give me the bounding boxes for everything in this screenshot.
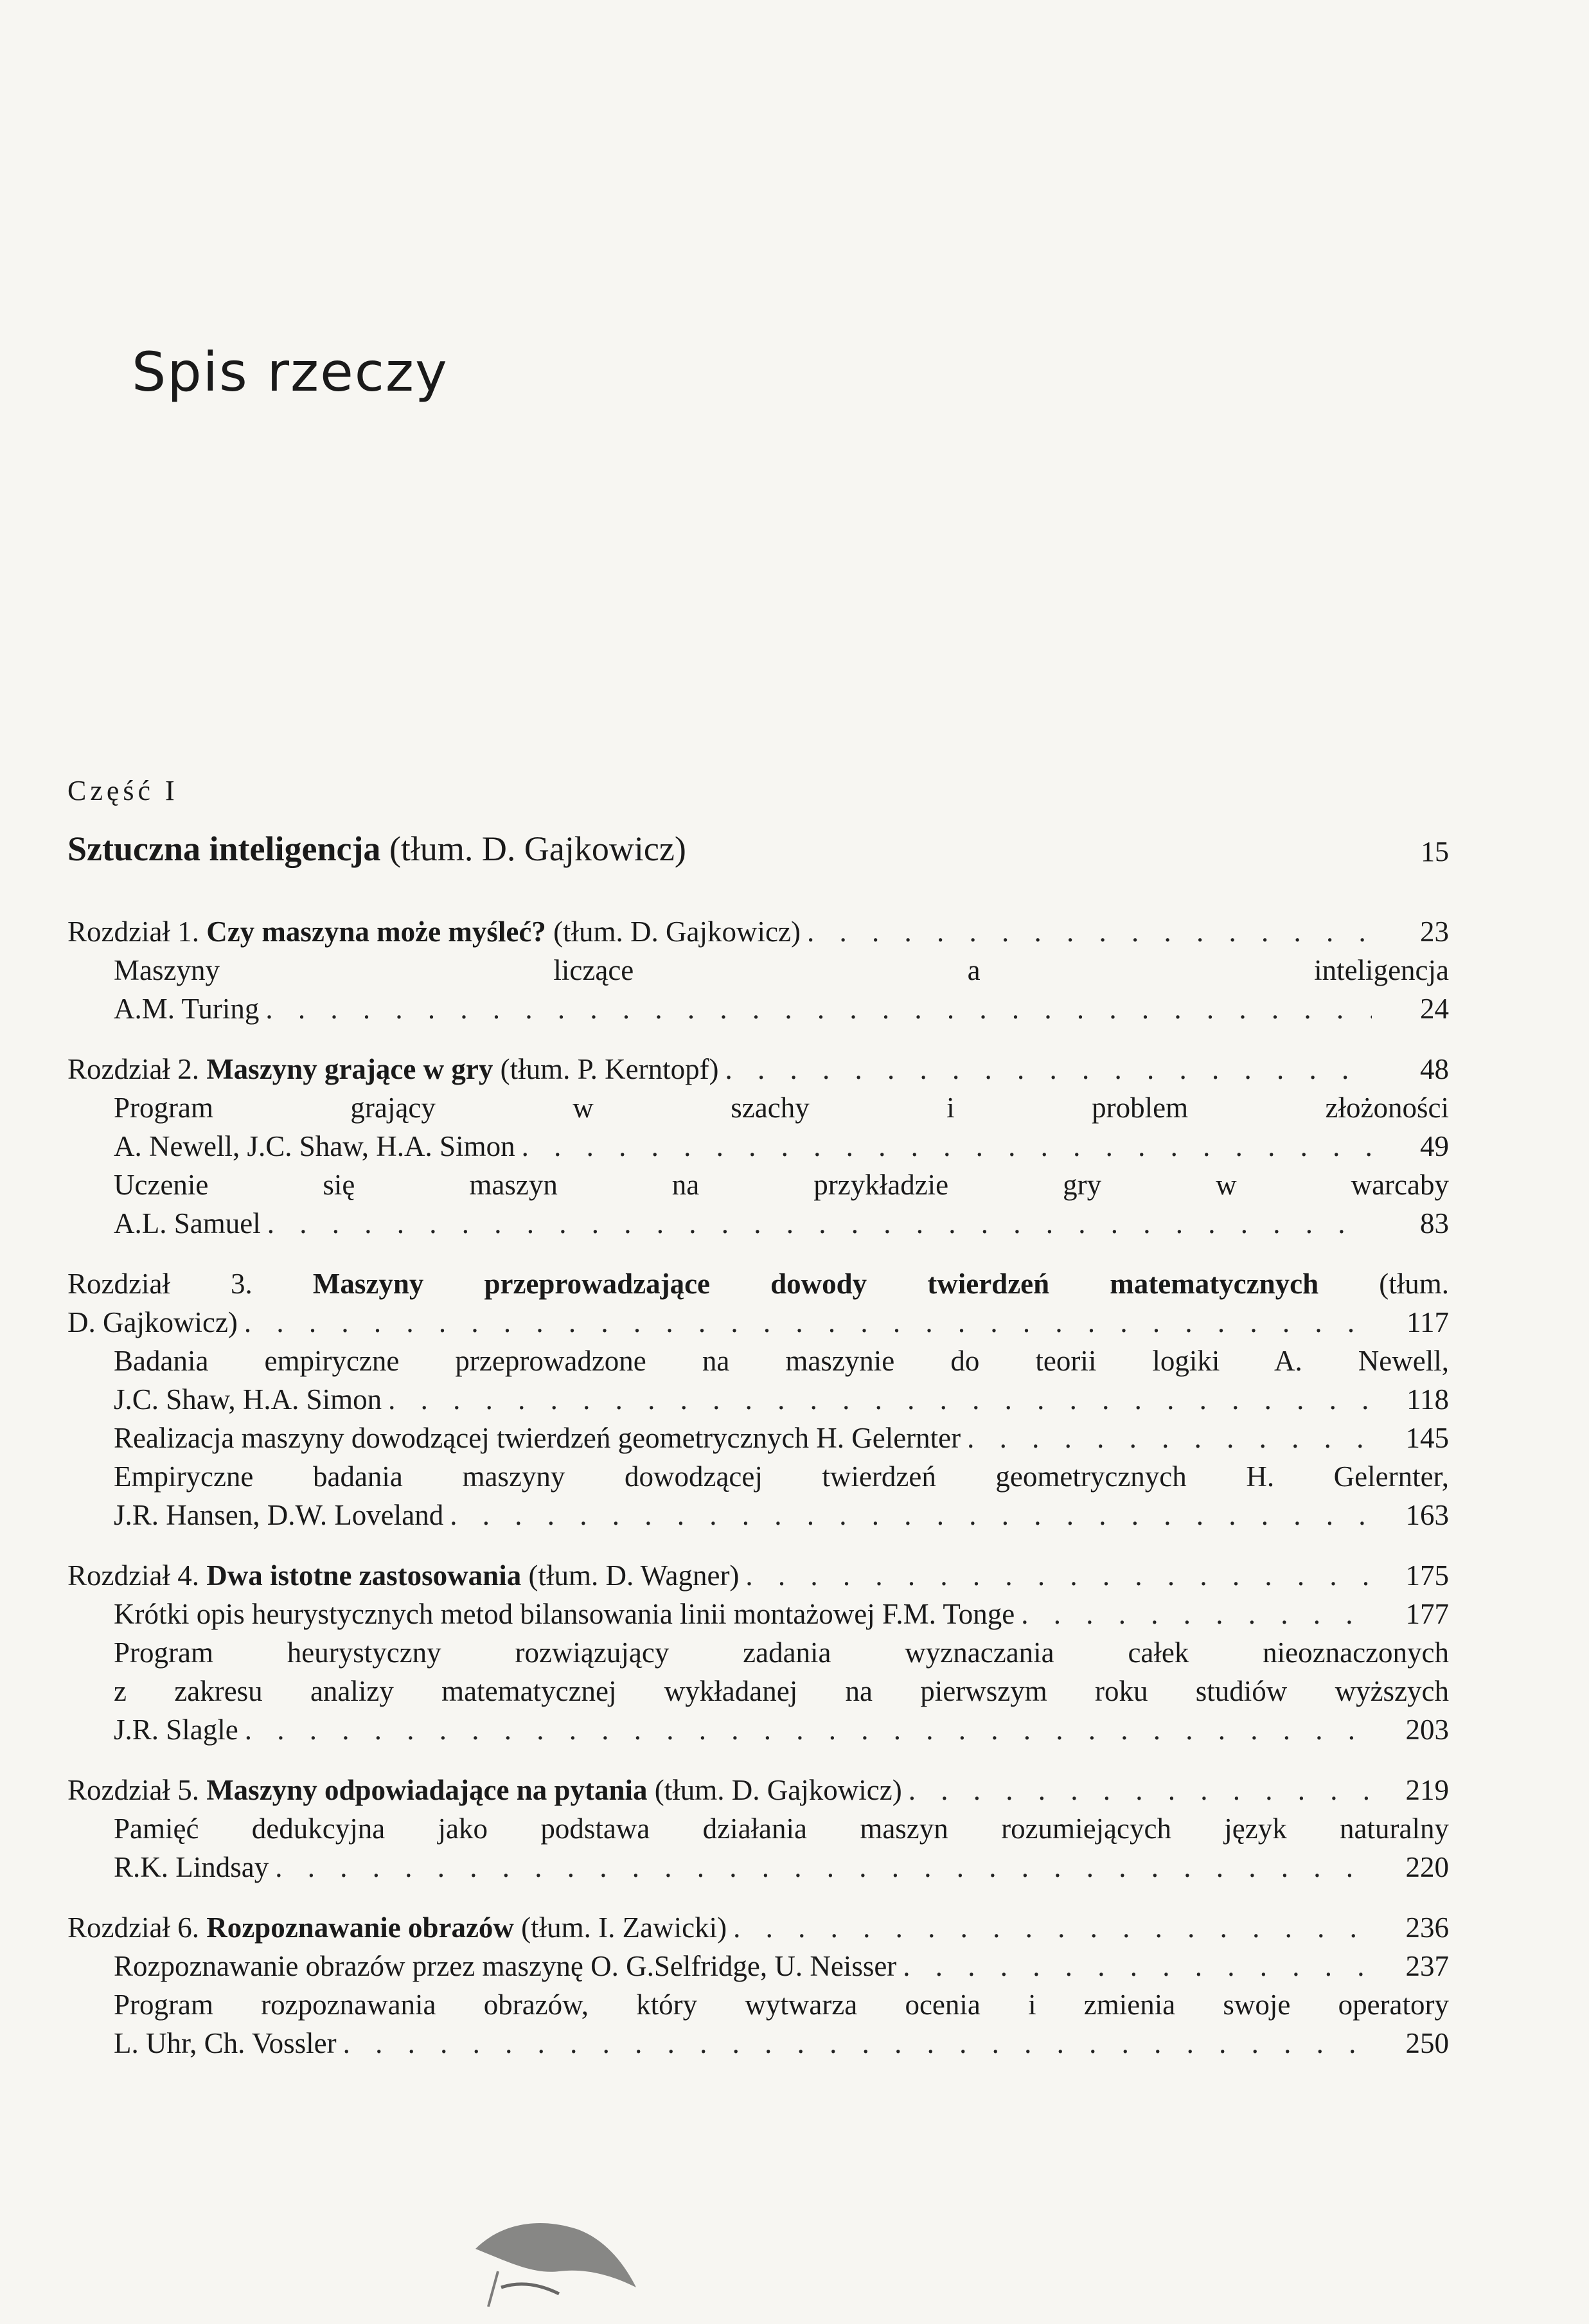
chapter-page-number: 219 bbox=[1405, 1774, 1449, 1806]
entry-author-line bbox=[67, 1380, 1449, 1419]
entry-author-line bbox=[67, 1848, 1449, 1886]
ink-smudge bbox=[463, 2210, 655, 2307]
chapter-block bbox=[67, 1771, 1449, 1886]
entry-author-line bbox=[67, 1947, 1449, 1985]
chapter-heading bbox=[67, 1556, 1449, 1595]
chapter-heading-text bbox=[67, 1556, 739, 1595]
chapter-heading-text bbox=[67, 1771, 902, 1809]
dot-leader bbox=[265, 989, 1372, 1028]
dot-leader bbox=[275, 1848, 1372, 1886]
chapter-title: Czy maszyna może myśleć? bbox=[206, 916, 546, 948]
entry-author-line bbox=[67, 989, 1449, 1028]
chapter-translator: (tłum. D. Wagner) bbox=[521, 1559, 740, 1592]
page-title: Spis rzeczy bbox=[132, 341, 448, 404]
dot-leader bbox=[903, 1947, 1372, 1985]
entry-authors: Krótki opis heurystycznych metod bilansowania linii montażowej F.M. Tonge bbox=[114, 1598, 1015, 1630]
entry-page-number: 163 bbox=[1405, 1499, 1449, 1531]
dot-leader bbox=[267, 1204, 1372, 1243]
entry-page-number: 220 bbox=[1405, 1851, 1449, 1883]
chapter-block bbox=[67, 1050, 1449, 1243]
chapter-heading bbox=[67, 1050, 1449, 1088]
entry-title-line: Badania empiryczne przeprowadzone na maszynie do teorii logiki A. Newell, bbox=[114, 1345, 1449, 1377]
table-of-contents bbox=[67, 912, 1449, 2084]
entry-authors: Rozpoznawanie obrazów przez maszynę O. G.Selfridge, U. Neisser bbox=[114, 1950, 897, 1982]
dot-leader bbox=[522, 1127, 1372, 1166]
chapter-prefix: Rozdział 2. bbox=[67, 1053, 207, 1085]
chapter-block bbox=[67, 1264, 1449, 1534]
part-title bbox=[67, 829, 1449, 869]
part-page-number: 15 bbox=[1421, 836, 1449, 867]
chapter-prefix: Rozdział 5. bbox=[67, 1774, 207, 1806]
dot-leader bbox=[967, 1419, 1372, 1457]
entry-title-line: Program rozpoznawania obrazów, który wytwarza ocenia i zmienia swoje operatory bbox=[114, 1989, 1449, 2021]
entry-title-line: Maszyny liczące a inteligencja bbox=[114, 954, 1449, 986]
chapter-prefix: Rozdział 3. bbox=[67, 1268, 313, 1300]
chapter-page-number: 236 bbox=[1405, 1912, 1449, 1944]
dot-leader bbox=[745, 1556, 1372, 1595]
entry-page-number: 145 bbox=[1405, 1422, 1449, 1454]
chapter-block bbox=[67, 1556, 1449, 1749]
chapter-translator: (tłum. D. Gajkowicz) bbox=[546, 916, 801, 948]
entry-page-number: 203 bbox=[1405, 1714, 1449, 1746]
chapter-page-number: 23 bbox=[1420, 916, 1449, 948]
entry-title-line: Program heurystyczny rozwiązujący zadania wyznaczania całek nieoznaczonych bbox=[114, 1637, 1449, 1669]
entry-authors: A.L. Samuel bbox=[114, 1207, 261, 1239]
chapter-block bbox=[67, 912, 1449, 1028]
chapter-prefix: Rozdział 1. bbox=[67, 916, 207, 948]
chapter-heading bbox=[67, 1771, 1449, 1809]
chapter-heading-cont bbox=[67, 1303, 1449, 1342]
dot-leader bbox=[388, 1380, 1372, 1419]
entry-page-number: 83 bbox=[1420, 1207, 1449, 1239]
entry-author-line bbox=[67, 1496, 1449, 1534]
chapter-title: Rozpoznawanie obrazów bbox=[206, 1912, 514, 1944]
chapter-heading-text bbox=[67, 1050, 719, 1088]
chapter-page-number: 117 bbox=[1407, 1306, 1449, 1338]
chapter-title: Maszyny odpowiadające na pytania bbox=[206, 1774, 648, 1806]
entry-authors: R.K. Lindsay bbox=[114, 1851, 269, 1883]
entry-author-line bbox=[67, 1419, 1449, 1457]
part-title-text: Sztuczna inteligencja (tłum. D. Gajkowicz) bbox=[67, 829, 686, 868]
chapter-page-number: 175 bbox=[1405, 1559, 1449, 1592]
entry-title-line: Program grający w szachy i problem złożoności bbox=[114, 1092, 1449, 1124]
entry-author-line bbox=[67, 1595, 1449, 1633]
entry-author-line bbox=[67, 1127, 1449, 1166]
dot-leader bbox=[807, 912, 1372, 951]
entry-title-line: Pamięć dedukcyjna jako podstawa działania maszyn rozumiejących język naturalny bbox=[114, 1813, 1449, 1845]
chapter-translator: (tłum. bbox=[1318, 1268, 1449, 1300]
chapter-translator: (tłum. I. Zawicki) bbox=[513, 1912, 727, 1944]
entry-page-number: 24 bbox=[1420, 993, 1449, 1025]
entry-authors: L. Uhr, Ch. Vossler bbox=[114, 2027, 337, 2059]
chapter-translator-cont: D. Gajkowicz) bbox=[67, 1306, 238, 1338]
chapter-block bbox=[67, 1908, 1449, 2062]
entry-authors: A.M. Turing bbox=[114, 993, 260, 1025]
chapter-translator: (tłum. P. Kerntopf) bbox=[493, 1053, 719, 1085]
chapter-prefix: Rozdział 6. bbox=[67, 1912, 207, 1944]
entry-authors: Realizacja maszyny dowodzącej twierdzeń geometrycznych H. Gelernter bbox=[114, 1422, 961, 1454]
entry-author-line bbox=[67, 2024, 1449, 2062]
entry-page-number: 237 bbox=[1405, 1950, 1449, 1982]
entry-author-line bbox=[67, 1710, 1449, 1749]
entry-page-number: 118 bbox=[1407, 1383, 1449, 1415]
entry-title-line: z zakresu analizy matematycznej wykładanej na pierwszym roku studiów wyższych bbox=[114, 1675, 1449, 1707]
chapter-title: Maszyny grające w gry bbox=[206, 1053, 493, 1085]
dot-leader bbox=[725, 1050, 1372, 1088]
dot-leader bbox=[909, 1771, 1372, 1809]
entry-authors: J.C. Shaw, H.A. Simon bbox=[114, 1383, 382, 1415]
entry-authors: A. Newell, J.C. Shaw, H.A. Simon bbox=[114, 1130, 515, 1162]
entry-title-line: Uczenie się maszyn na przykładzie gry w warcaby bbox=[114, 1169, 1449, 1201]
entry-title-line: Empiryczne badania maszyny dowodzącej twierdzeń geometrycznych H. Gelernter, bbox=[114, 1460, 1449, 1493]
entry-page-number: 49 bbox=[1420, 1130, 1449, 1162]
dot-leader bbox=[245, 1710, 1372, 1749]
chapter-heading-text bbox=[67, 912, 801, 951]
chapter-heading bbox=[67, 912, 1449, 951]
entry-page-number: 177 bbox=[1405, 1598, 1449, 1630]
dot-leader bbox=[450, 1496, 1372, 1534]
part-label: Część I bbox=[67, 775, 179, 806]
entry-author-line bbox=[67, 1204, 1449, 1243]
chapter-prefix: Rozdział 4. bbox=[67, 1559, 207, 1592]
dot-leader bbox=[1021, 1595, 1372, 1633]
chapter-title: Dwa istotne zastosowania bbox=[206, 1559, 522, 1592]
chapter-title: Maszyny przeprowadzające dowody twierdzeń matematycznych bbox=[312, 1268, 1319, 1300]
chapter-heading-text bbox=[67, 1908, 727, 1947]
entry-authors: J.R. Slagle bbox=[114, 1714, 238, 1746]
dot-leader bbox=[343, 2024, 1372, 2062]
dot-leader bbox=[244, 1303, 1372, 1342]
entry-page-number: 250 bbox=[1405, 2027, 1449, 2059]
entry-authors: J.R. Hansen, D.W. Loveland bbox=[114, 1499, 444, 1531]
chapter-heading bbox=[67, 1908, 1449, 1947]
dot-leader bbox=[733, 1908, 1372, 1947]
chapter-heading bbox=[67, 1264, 1449, 1303]
chapter-page-number: 48 bbox=[1420, 1053, 1449, 1085]
chapter-translator: (tłum. D. Gajkowicz) bbox=[647, 1774, 902, 1806]
